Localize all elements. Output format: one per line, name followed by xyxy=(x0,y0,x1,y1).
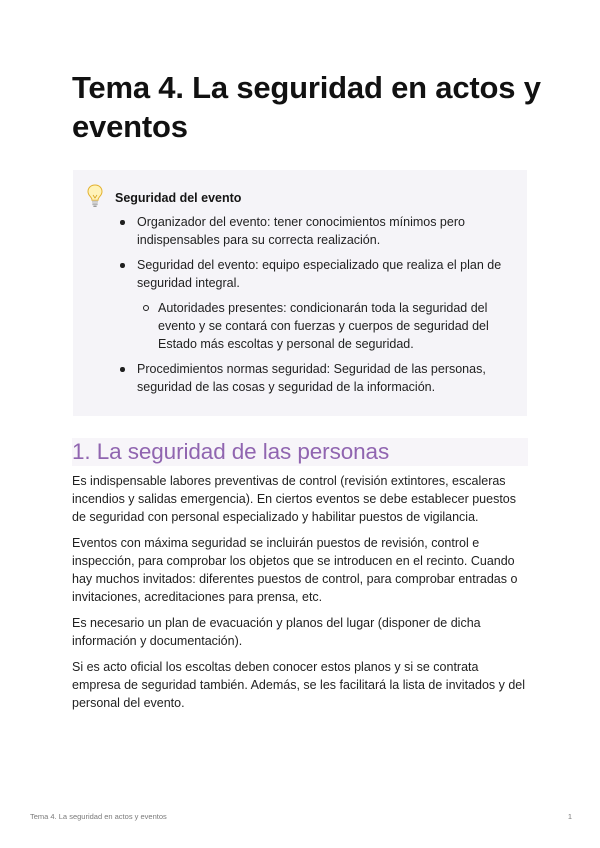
callout-list xyxy=(137,213,517,403)
page-number: 1 xyxy=(567,812,572,821)
paragraph: Es necesario un plan de evacuación y planos del lugar (disponer de dicha información y documentación). xyxy=(72,616,481,648)
circle-bullet-icon xyxy=(143,305,149,311)
section-heading: 1. La seguridad de las personas xyxy=(72,438,528,466)
list-item-text: Procedimientos normas seguridad: Seguridad de las personas, seguridad de las cosas y seguridad de la información. xyxy=(137,362,486,394)
callout-box xyxy=(73,170,527,416)
sub-list-item-text: Autoridades presentes: condicionarán toda la seguridad del evento y se contará con fuerzas y cuerpos de seguridad del Estado más escoltas y personal de seguridad. xyxy=(158,301,489,351)
page-title: Tema 4. La seguridad en actos y eventos xyxy=(72,70,541,144)
sub-list-item xyxy=(158,299,517,353)
lightbulb-icon xyxy=(86,183,104,209)
paragraph: Es indispensable labores preventivas de control (revisión extintores, escaleras incendios y salidas emergencia). En ciertos eventos se debe establecer puestos de seguridad con personal especializado y habilitar puestos de vigilancia. xyxy=(72,474,517,524)
bullet-icon xyxy=(120,263,125,268)
sub-list xyxy=(137,299,517,353)
section-body xyxy=(72,472,528,720)
bullet-icon xyxy=(120,367,125,372)
callout-title: Seguridad del evento xyxy=(115,191,242,205)
footer-title: Tema 4. La seguridad en actos y eventos xyxy=(30,812,167,821)
paragraph: Si es acto oficial los escoltas deben conocer estos planos y si se contrata empresa de seguridad también. Además, se les facilitará la lista de invitados y del personal del evento. xyxy=(72,660,526,710)
list-item-text: Seguridad del evento: equipo especializado que realiza el plan de seguridad integral. xyxy=(137,258,502,290)
bullet-icon xyxy=(120,220,125,225)
paragraph: Eventos con máxima seguridad se incluirán puestos de revisión, control e inspección, para comprobar los objetos que se introducen en el recinto. Cuando hay muchos invitados: diferentes puestos de control, para comprobar entradas o invitaciones, acreditaciones para prensa, etc. xyxy=(72,536,518,604)
list-item xyxy=(137,360,517,396)
list-item xyxy=(137,213,517,249)
list-item xyxy=(137,256,517,353)
list-item-text: Organizador del evento: tener conocimientos mínimos pero indispensables para su correcta realización. xyxy=(137,215,465,247)
